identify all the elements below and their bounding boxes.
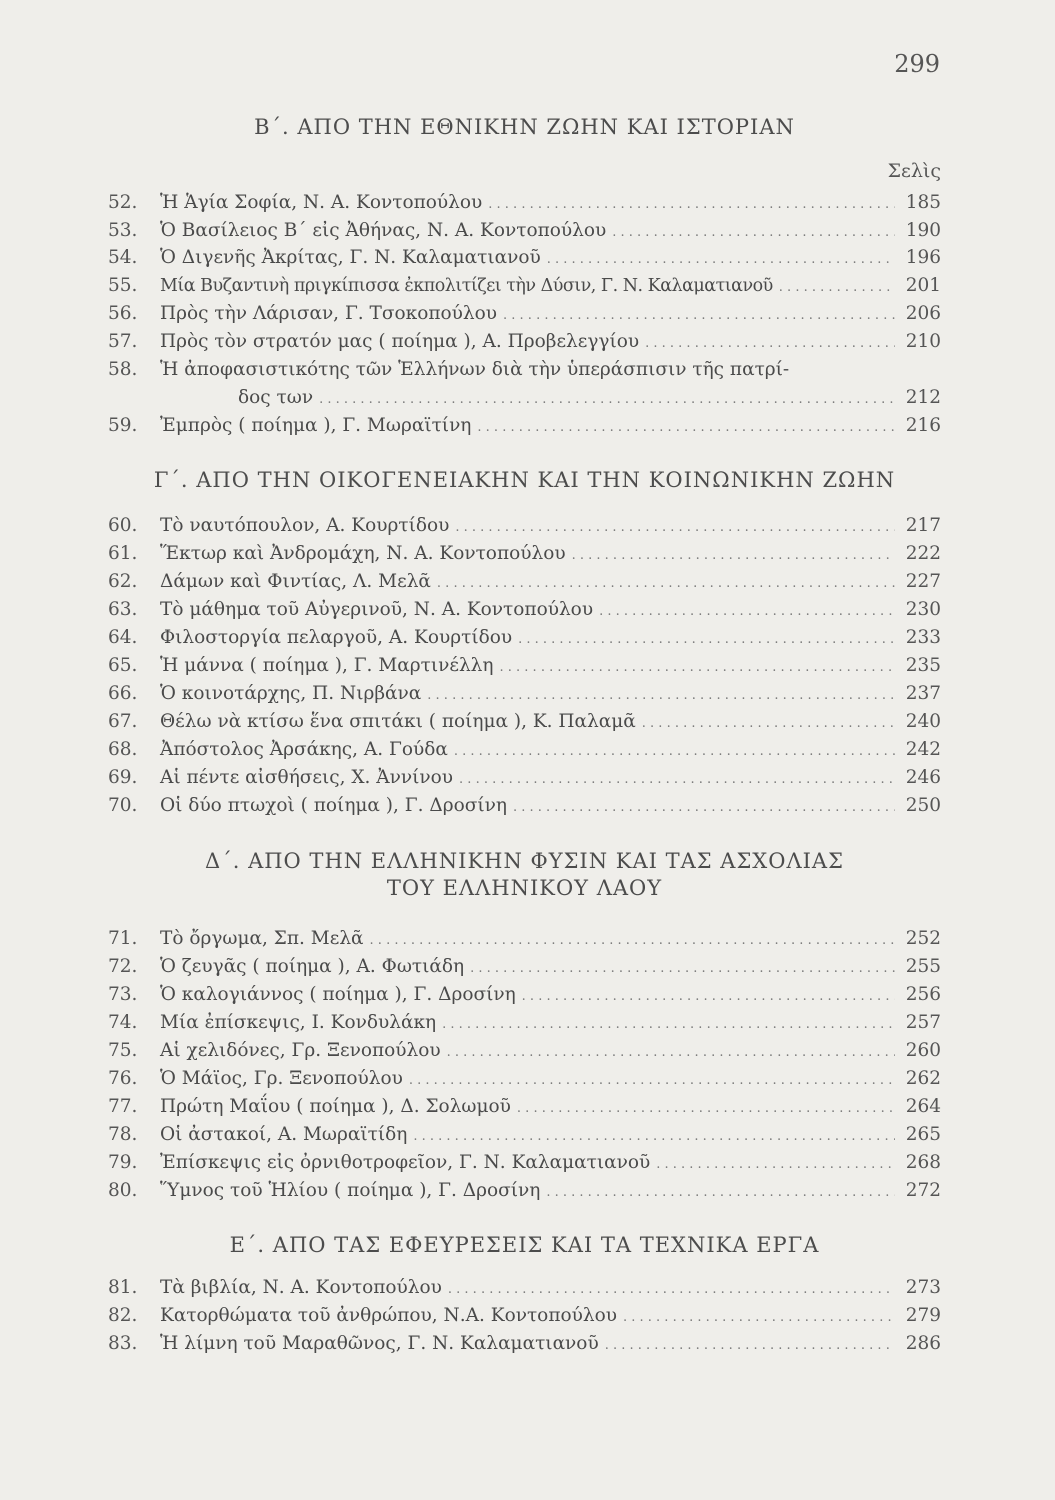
toc-entry <box>108 413 941 439</box>
entry-number: 72. <box>108 956 138 977</box>
leader-dots <box>500 655 896 681</box>
leader-dots <box>442 1012 895 1038</box>
entry-title: Πρώτη Μαΐου ( ποίημα ), Δ. Σολωμοῦ <box>160 1096 511 1117</box>
leader-dots <box>645 331 895 357</box>
page-number: 299 <box>894 50 940 78</box>
entry-title: Αἱ πέντε αἰσθήσεις, Χ. Ἀννίνου <box>160 767 454 788</box>
leader-dots <box>470 956 895 982</box>
entry-page: 250 <box>905 795 941 816</box>
toc-entry <box>108 1150 941 1176</box>
toc-entry <box>108 1178 941 1204</box>
entry-number: 69. <box>108 767 138 788</box>
entry-page: 286 <box>905 1333 941 1354</box>
entry-number: 80. <box>108 1180 138 1201</box>
entry-page: 260 <box>905 1040 941 1061</box>
entry-page: 233 <box>905 627 941 648</box>
leader-dots <box>547 247 895 273</box>
entry-number: 63. <box>108 599 138 620</box>
entry-title: Ὕμνος τοῦ Ἡλίου ( ποίημα ), Γ. Δροσίνη <box>160 1180 541 1201</box>
entry-title: Αἱ χελιδόνες, Γρ. Ξενοπούλου <box>160 1040 441 1061</box>
leader-dots <box>319 387 895 413</box>
entry-number: 54. <box>108 247 138 268</box>
entry-number: 77. <box>108 1096 138 1117</box>
entry-title: Ἡ Ἁγία Σοφία, Ν. Α. Κοντοπούλου <box>160 192 483 213</box>
toc-entry <box>108 1275 941 1301</box>
toc-entry <box>108 597 941 623</box>
section-title-d-line2: ΤΟΥ ΕΛΛΗΝΙΚΟΥ ΛΑΟΥ <box>386 876 663 900</box>
entry-page: 235 <box>905 655 941 676</box>
leader-dots <box>409 1068 895 1094</box>
toc-entry <box>108 793 941 819</box>
entry-number: 59. <box>108 415 138 436</box>
entry-number: 61. <box>108 543 138 564</box>
leader-dots <box>517 1096 895 1122</box>
entry-page: 252 <box>905 928 941 949</box>
leader-dots <box>459 767 895 793</box>
entry-page: 262 <box>905 1068 941 1089</box>
entry-title: Ἡ μάννα ( ποίημα ), Γ. Μαρτινέλλη <box>160 655 494 676</box>
entry-title: Ὁ Βασίλειος Β΄ εἰς Ἀθήνας, Ν. Α. Κοντοπούλου <box>160 220 607 241</box>
toc-entry <box>108 653 941 679</box>
entry-title: Οἱ ἀστακοί, Α. Μωραϊτίδη <box>160 1124 408 1145</box>
entry-number: 58. <box>108 359 138 380</box>
entry-title: Ὁ ζευγᾶς ( ποίημα ), Α. Φωτιάδη <box>160 956 465 977</box>
entry-title: Τὸ μάθημα τοῦ Αὐγερινοῦ, Ν. Α. Κοντοπούλου <box>160 599 594 620</box>
entry-title: Ὁ κοινοτάρχης, Π. Νιρβάνα <box>160 683 422 704</box>
entry-title: Τὰ βιβλία, Ν. Α. Κοντοπούλου <box>160 1277 442 1298</box>
toc-entry <box>108 765 941 791</box>
entry-title: Τὸ ὄργωμα, Σπ. Μελᾶ <box>160 928 364 949</box>
entry-number: 74. <box>108 1012 138 1033</box>
toc-entry <box>108 737 941 763</box>
entry-number: 75. <box>108 1040 138 1061</box>
entry-page: 265 <box>905 1124 941 1145</box>
leader-dots <box>779 275 895 301</box>
entry-page: 227 <box>905 571 941 592</box>
entry-page: 255 <box>905 956 941 977</box>
entry-number: 53. <box>108 220 138 241</box>
toc-entry <box>108 982 941 1008</box>
entry-title: Ἡ λίμνη τοῦ Μαραθῶνος, Γ. Ν. Καλαματιανοῦ <box>160 1333 599 1354</box>
leader-dots <box>427 683 895 709</box>
leader-dots <box>656 1152 895 1178</box>
toc-entry <box>108 709 941 735</box>
toc-entry <box>108 1122 941 1148</box>
leader-dots <box>605 1333 895 1359</box>
entry-page: 256 <box>905 984 941 1005</box>
entry-number: 64. <box>108 627 138 648</box>
entry-number: 76. <box>108 1068 138 1089</box>
toc-entry <box>108 541 941 567</box>
entry-page: 268 <box>905 1152 941 1173</box>
leader-dots <box>413 1124 895 1150</box>
entry-title: δος των <box>238 387 314 408</box>
leader-dots <box>599 599 895 625</box>
entry-number: 56. <box>108 303 138 324</box>
entry-title: Ὁ Μάϊος, Γρ. Ξενοπούλου <box>160 1068 403 1089</box>
entry-title: Πρὸς τὸν στρατόν μας ( ποίημα ), Α. Προβελεγγίου <box>160 331 640 352</box>
entry-number: 60. <box>108 515 138 536</box>
entry-number: 65. <box>108 655 138 676</box>
entry-page: 210 <box>905 331 941 352</box>
section-title-e: Ε΄. ΑΠΟ ΤΑΣ ΕΦΕΥΡΕΣΕΙΣ ΚΑΙ ΤΑ ΤΕΧΝΙΚΑ ΕΡΓΑ <box>229 1233 820 1257</box>
leader-dots <box>370 928 895 954</box>
toc-entry <box>108 1094 941 1120</box>
entry-number: 71. <box>108 928 138 949</box>
leader-dots <box>447 1040 895 1066</box>
entry-page: 264 <box>905 1096 941 1117</box>
entry-number: 55. <box>108 275 138 296</box>
entry-page: 240 <box>905 711 941 732</box>
entry-title: Πρὸς τὴν Λάρισαν, Γ. Τσοκοπούλου <box>160 303 498 324</box>
entry-number: 67. <box>108 711 138 732</box>
entry-title: Φιλοστοργία πελαργοῦ, Α. Κουρτίδου <box>160 627 513 648</box>
entry-page: 196 <box>905 247 941 268</box>
entry-page: 190 <box>905 220 941 241</box>
toc-entry <box>108 301 941 327</box>
entry-number: 70. <box>108 795 138 816</box>
entry-page: 217 <box>905 515 941 536</box>
entry-page: 216 <box>905 415 941 436</box>
entry-page: 273 <box>905 1277 941 1298</box>
toc-entry <box>108 625 941 651</box>
entry-page: 185 <box>905 192 941 213</box>
entry-title: Θέλω νὰ κτίσω ἕνα σπιτάκι ( ποίημα ), Κ. Παλαμᾶ <box>160 711 636 732</box>
toc-entry <box>108 569 941 595</box>
section-title-d-line1: Δ΄. ΑΠΟ ΤΗΝ ΕΛΛΗΝΙΚΗΝ ΦΥΣΙΝ ΚΑΙ ΤΑΣ ΑΣΧΟΛΙΑΣ <box>205 849 844 873</box>
entry-title: Δάμων καὶ Φιντίας, Λ. Μελᾶ <box>160 571 431 592</box>
entry-page: 230 <box>905 599 941 620</box>
toc-entry <box>108 190 941 216</box>
entry-page: 237 <box>905 683 941 704</box>
toc-entry <box>108 245 941 271</box>
entry-title: Ὁ καλογιάννος ( ποίημα ), Γ. Δροσίνη <box>160 984 516 1005</box>
toc-entry <box>108 329 941 355</box>
entry-page: 222 <box>905 543 941 564</box>
toc-entry <box>108 1331 941 1357</box>
leader-dots <box>437 571 895 597</box>
toc-entry <box>108 926 941 952</box>
entry-title: Μία ἐπίσκεψις, Ι. Κονδυλάκη <box>160 1012 437 1033</box>
toc-entry <box>108 1303 941 1329</box>
toc-entry <box>108 954 941 980</box>
leader-dots <box>572 543 895 569</box>
leader-dots <box>513 795 895 821</box>
entry-title: Ἐμπρὸς ( ποίημα ), Γ. Μωραϊτίνη <box>160 415 472 436</box>
entry-number: 73. <box>108 984 138 1005</box>
leader-dots <box>518 627 895 653</box>
entry-number: 83. <box>108 1333 138 1354</box>
toc-entry <box>108 1010 941 1036</box>
section-title-c: Γ΄. ΑΠΟ ΤΗΝ ΟΙΚΟΓΕΝΕΙΑΚΗΝ ΚΑΙ ΤΗΝ ΚΟΙΝΩΝΙΚΗΝ ΖΩΗΝ <box>153 468 896 492</box>
entry-page: 201 <box>905 275 941 296</box>
leader-dots <box>448 1277 895 1303</box>
leader-dots <box>503 303 895 329</box>
toc-entry <box>108 218 941 244</box>
entry-number: 62. <box>108 571 138 592</box>
leader-dots <box>612 220 895 246</box>
leader-dots <box>455 515 895 541</box>
leader-dots <box>522 984 895 1010</box>
toc-entry <box>108 385 941 411</box>
toc-entry <box>108 1038 941 1064</box>
leader-dots <box>488 192 895 218</box>
entry-title: Κατορθώματα τοῦ ἀνθρώπου, Ν.Α. Κοντοπούλου <box>160 1305 617 1326</box>
leader-dots <box>642 711 895 737</box>
toc-entry <box>108 681 941 707</box>
entry-number: 81. <box>108 1277 138 1298</box>
entry-number: 79. <box>108 1152 138 1173</box>
entry-number: 82. <box>108 1305 138 1326</box>
entry-title: Οἱ δύο πτωχοὶ ( ποίημα ), Γ. Δροσίνη <box>160 795 507 816</box>
entry-page: 212 <box>905 387 941 408</box>
entry-number: 78. <box>108 1124 138 1145</box>
leader-dots <box>623 1305 895 1331</box>
entry-number: 68. <box>108 739 138 760</box>
entry-page: 246 <box>905 767 941 788</box>
entry-page: 206 <box>905 303 941 324</box>
entry-title: Ὁ Διγενῆς Ἀκρίτας, Γ. Ν. Καλαματιανοῦ <box>160 247 541 268</box>
entry-page: 272 <box>905 1180 941 1201</box>
toc-entry <box>108 357 941 383</box>
entry-number: 66. <box>108 683 138 704</box>
leader-dots <box>454 739 895 765</box>
entry-title: Ἡ ἀποφασιστικότης τῶν Ἑλλήνων διὰ τὴν ὑπεράσπισιν τῆς πατρί- <box>160 359 790 380</box>
toc-entry <box>108 273 941 299</box>
entry-page: 279 <box>905 1305 941 1326</box>
leader-dots <box>477 415 895 441</box>
entry-title: Μία Βυζαντινὴ πριγκίπισσα ἐκπολιτίζει τὴν Δύσιν, Γ. Ν. Καλαματιανοῦ <box>160 276 773 296</box>
entry-number: 52. <box>108 192 138 213</box>
toc-entry <box>108 1066 941 1092</box>
entry-page: 242 <box>905 739 941 760</box>
toc-entry <box>108 513 941 539</box>
entry-title: Ἀπόστολος Ἀρσάκης, Α. Γούδα <box>160 739 448 760</box>
entry-title: Τὸ ναυτόπουλον, Α. Κουρτίδου <box>160 515 450 536</box>
entry-title: Ἐπίσκεψις εἰς ὀρνιθοτροφεῖον, Γ. Ν. Καλαματιανοῦ <box>160 1152 651 1173</box>
section-title-b: Β΄. ΑΠΟ ΤΗΝ ΕΘΝΙΚΗΝ ΖΩΗΝ ΚΑΙ ΙΣΤΟΡΙΑΝ <box>254 115 795 139</box>
column-header-page: Σελὶς <box>887 160 941 182</box>
entry-page: 257 <box>905 1012 941 1033</box>
leader-dots <box>546 1180 895 1206</box>
entry-title: Ἕκτωρ καὶ Ἀνδρομάχη, Ν. Α. Κοντοπούλου <box>160 543 566 564</box>
entry-number: 57. <box>108 331 138 352</box>
